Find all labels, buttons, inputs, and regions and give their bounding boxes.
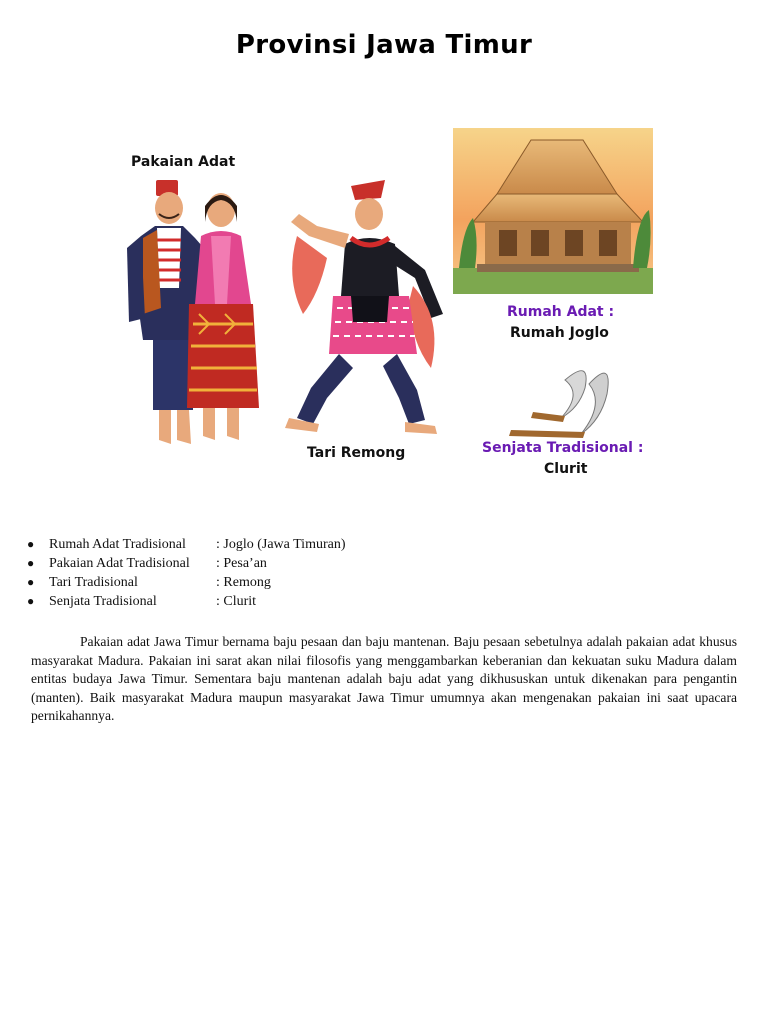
pakaian-adat-label: Pakaian Adat [131, 154, 236, 170]
fact-label: Rumah Adat Tradisional [49, 537, 186, 552]
list-item [27, 535, 447, 554]
bullet-icon: ● [27, 537, 35, 551]
woman-figure [187, 193, 259, 440]
description-paragraph: Pakaian adat Jawa Timur bernama baju pesaan dan baju mantenan. Baju pesaan sebetulnya adalah pakaian adat khusus masyarakat Madura. Pakaian ini sarat akan nilai filosofis yang menggambarkan keberanian dan kekuatan suku Madura dalam entitas budaya Jawa Timur. Sementara baju mantenan adalah baju adat yang dikhususkan untuk dikenakan para pengantin (manten). Baik masyarakat Madura maupun masyarakat Jawa Timur umumnya akan mengenakan pakaian ini saat upacara pernikahannya. [31, 634, 737, 723]
rumah-joglo-label: Rumah Joglo [510, 325, 609, 341]
fact-label: Senjata Tradisional [49, 594, 157, 609]
fact-value: : Pesa’an [216, 556, 267, 571]
page-title: Provinsi Jawa Timur [235, 30, 533, 60]
fact-value: : Remong [216, 575, 271, 590]
fact-value: : Clurit [216, 594, 257, 609]
illustration-artwork [113, 118, 655, 482]
rumah-adat-heading: Rumah Adat : [507, 304, 615, 320]
bullet-icon: ● [27, 575, 35, 589]
clurit-label: Clurit [544, 461, 588, 477]
joglo-house-picture [453, 128, 653, 294]
clurit-picture [509, 371, 608, 438]
facts-list [27, 535, 447, 611]
fact-value: : Joglo (Jawa Timuran) [216, 537, 346, 552]
list-item [27, 554, 447, 573]
bullet-icon: ● [27, 556, 35, 570]
senjata-tradisional-heading: Senjata Tradisional : [482, 440, 644, 456]
list-item [27, 592, 447, 611]
fact-label: Pakaian Adat Tradisional [49, 556, 190, 571]
tari-remong-label: Tari Remong [307, 445, 406, 461]
dancer-figure [285, 180, 443, 434]
list-item [27, 573, 447, 592]
bullet-icon: ● [27, 594, 35, 608]
fact-label: Tari Tradisional [49, 575, 138, 590]
illustration-panel [113, 118, 655, 482]
